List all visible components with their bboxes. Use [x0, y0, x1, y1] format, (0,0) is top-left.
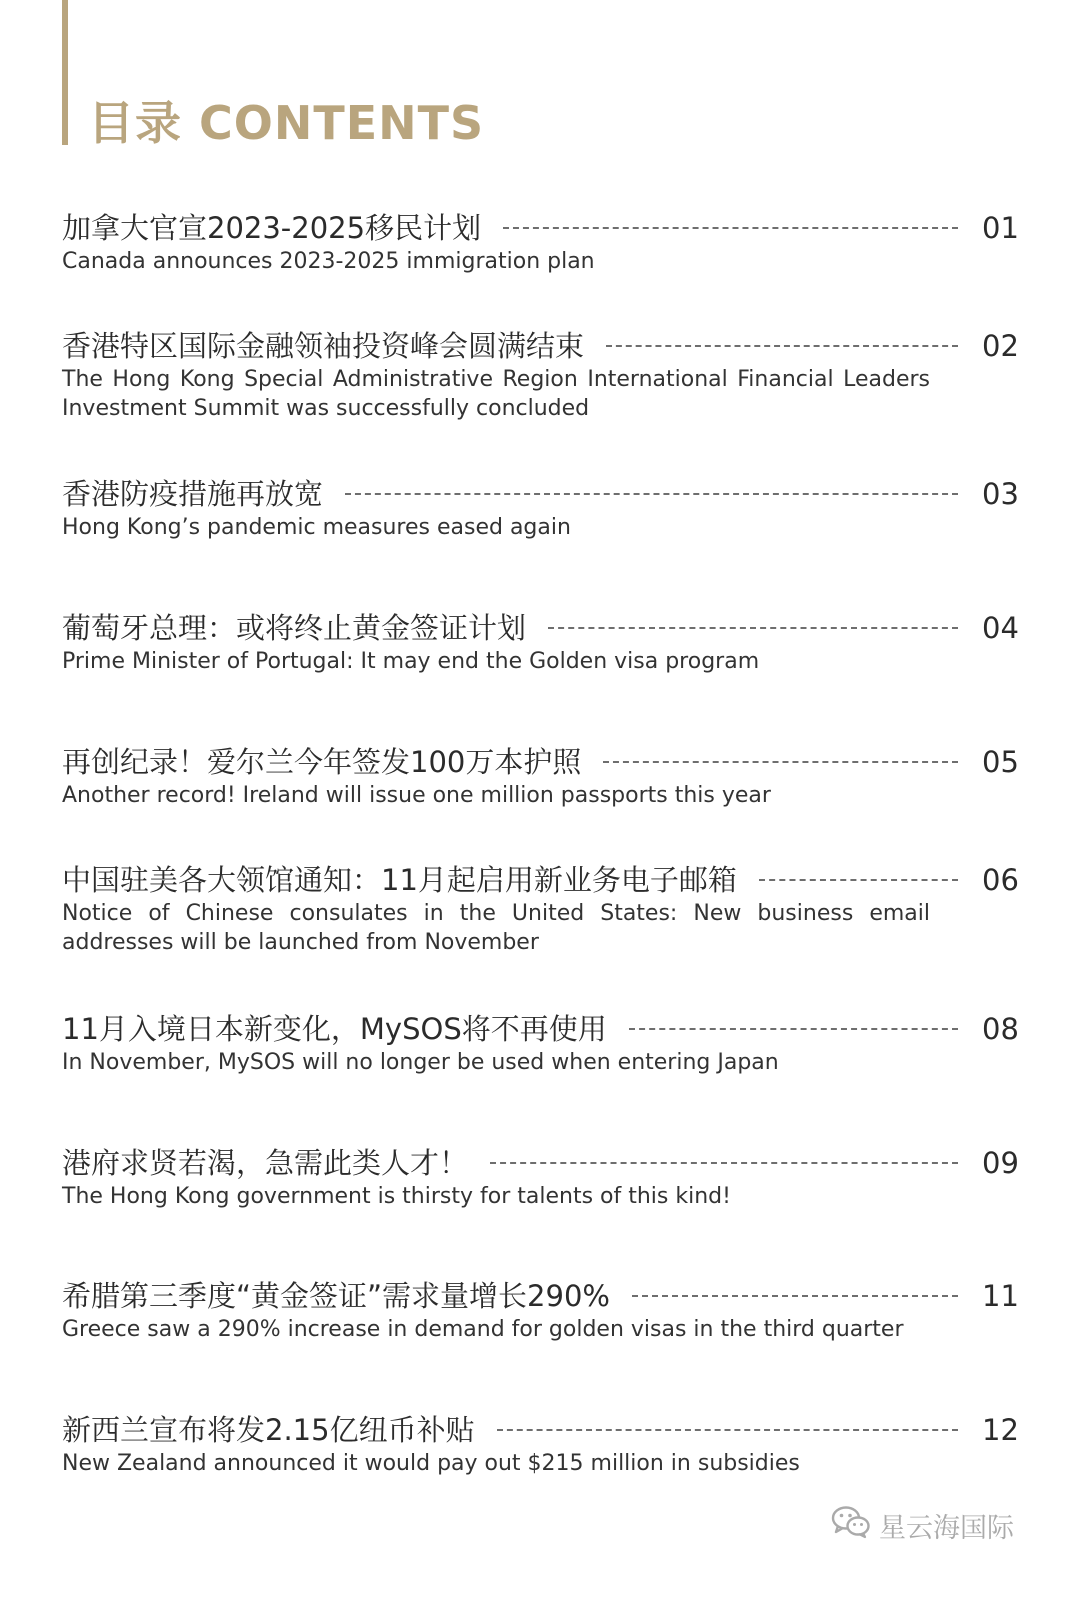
dot-leader — [629, 1028, 958, 1030]
toc-title-zh: 中国驻美各大领馆通知：11月起启用新业务电子邮箱 — [62, 863, 737, 897]
toc-page-number: 03 — [982, 477, 1019, 511]
dot-leader — [759, 879, 958, 881]
dot-leader — [345, 493, 958, 495]
toc-title-zh: 葡萄牙总理：或将终止黄金签证计划 — [62, 611, 527, 645]
toc-entry[interactable] — [62, 1408, 1022, 1478]
toc-page-number: 11 — [982, 1279, 1019, 1313]
toc-page-number: 12 — [982, 1413, 1019, 1447]
toc-entry[interactable] — [62, 740, 1022, 810]
toc-page-number: 08 — [982, 1012, 1019, 1046]
dot-leader — [606, 345, 958, 347]
accent-bar — [62, 0, 68, 145]
toc-entry[interactable] — [62, 324, 1022, 423]
toc-title-zh: 加拿大官宣2023-2025移民计划 — [62, 211, 482, 245]
toc-title-en: Greece saw a 290% increase in demand for golden visas in the third quarter — [62, 1317, 904, 1342]
toc-title-en: The Hong Kong government is thirsty for talents of this kind! — [62, 1184, 731, 1209]
dot-leader — [603, 761, 958, 763]
toc-page-number: 09 — [982, 1146, 1019, 1180]
toc-title-zh: 11月入境日本新变化，MySOS将不再使用 — [62, 1012, 607, 1046]
toc-entry[interactable] — [62, 206, 1022, 276]
toc-title-zh: 港府求贤若渴，急需此类人才！ — [62, 1146, 469, 1180]
toc-title-en: In November, MySOS will no longer be used when entering Japan — [62, 1050, 779, 1075]
toc-entry[interactable] — [62, 1007, 1022, 1077]
toc-entry[interactable] — [62, 858, 1022, 957]
dot-leader — [548, 627, 958, 629]
watermark-text: 星云海国际 — [879, 1513, 1014, 1544]
toc-title-en: Hong Kong’s pandemic measures eased again — [62, 515, 571, 540]
toc-title-zh: 希腊第三季度“黄金签证”需求量增长290% — [62, 1279, 610, 1313]
page-title: 目录 CONTENTS — [88, 96, 485, 150]
toc-entry[interactable] — [62, 1141, 1022, 1211]
toc-title-en: Another record! Ireland will issue one million passports this year — [62, 783, 771, 808]
toc-title-en: New Zealand announced it would pay out $215 million in subsidies — [62, 1451, 800, 1476]
dot-leader — [632, 1295, 958, 1297]
toc-title-en: The Hong Kong Special Administrative Region International Financial Leaders Investment Summit was successfully concluded — [62, 367, 930, 421]
toc-title-zh: 再创纪录！爱尔兰今年签发100万本护照 — [62, 745, 582, 779]
toc-title-zh: 香港防疫措施再放宽 — [62, 477, 324, 511]
toc-title-zh: 新西兰宣布将发2.15亿纽币补贴 — [62, 1413, 475, 1447]
toc-title-en: Canada announces 2023-2025 immigration plan — [62, 249, 595, 274]
toc-title-en: Notice of Chinese consulates in the United States: New business email addresses will be launched from November — [62, 901, 930, 955]
toc-title-zh: 香港特区国际金融领袖投资峰会圆满结束 — [62, 329, 585, 363]
toc-page-number: 05 — [982, 745, 1019, 779]
watermark — [831, 1505, 1014, 1546]
wechat-icon — [831, 1505, 871, 1546]
dot-leader — [503, 227, 958, 229]
dot-leader — [490, 1162, 958, 1164]
toc-title-en: Prime Minister of Portugal: It may end the Golden visa program — [62, 649, 760, 674]
toc-page-number: 04 — [982, 611, 1019, 645]
toc-page-number: 02 — [982, 329, 1019, 363]
toc-page-number: 01 — [982, 211, 1019, 245]
toc-entry[interactable] — [62, 1274, 1022, 1344]
dot-leader — [497, 1429, 958, 1431]
toc-entry[interactable] — [62, 472, 1022, 542]
toc-page-number: 06 — [982, 863, 1019, 897]
toc-entry[interactable] — [62, 606, 1022, 676]
